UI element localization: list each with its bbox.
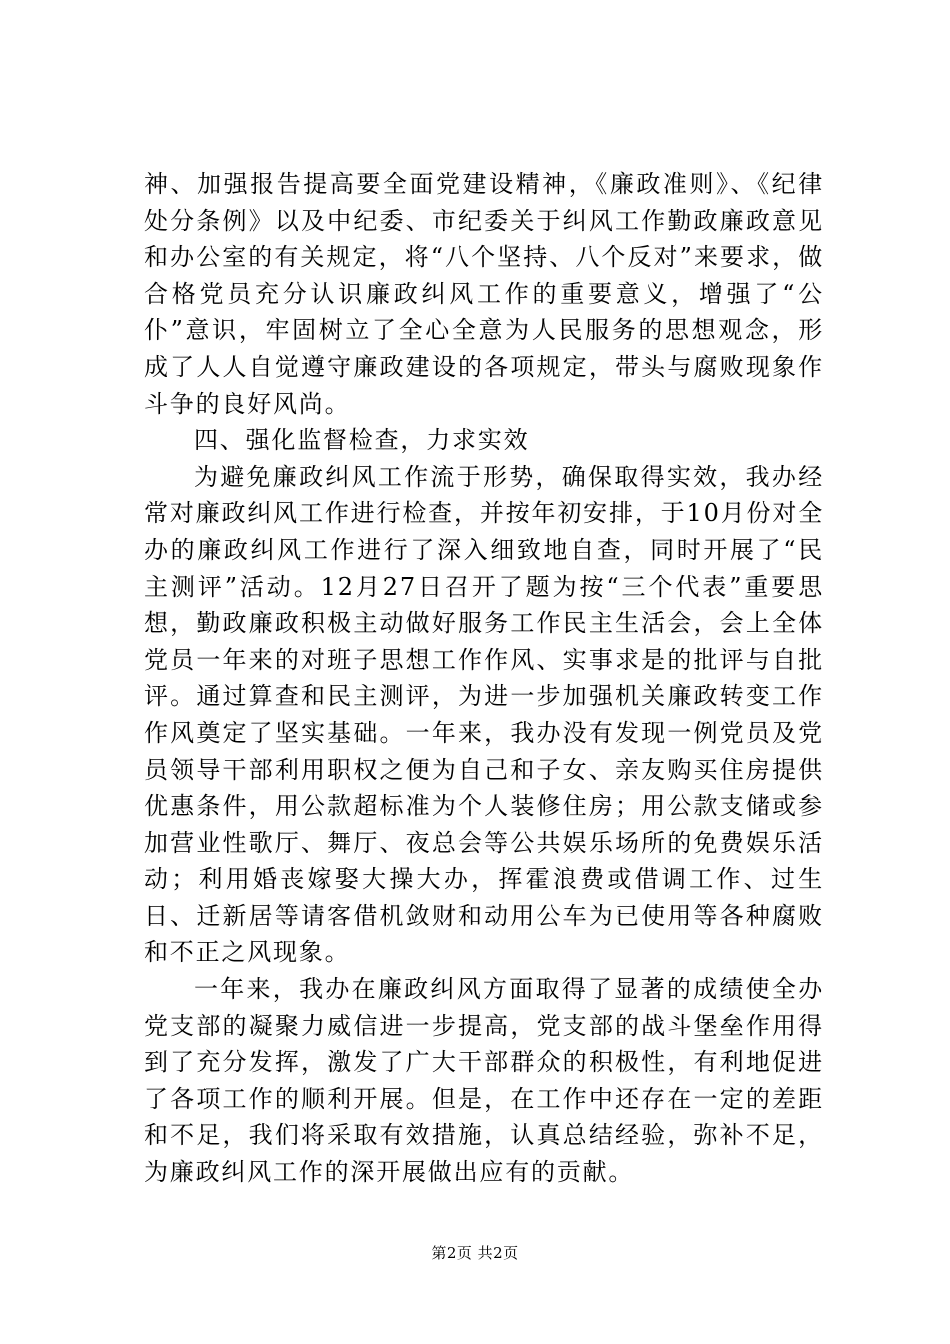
page-footer: 第2页 共2页 xyxy=(431,1244,519,1262)
document-body xyxy=(144,166,824,1191)
paragraph-supervision: 为避免廉政纠风工作流于形势，确保取得实效，我办经常对廉政纠风工作进行检查，并按年初安排，于10月份对全办的廉政纠风工作进行了深入细致地自查，同时开展了“民主测评”活动。12月27日召开了题为按“三个代表”重要思想，勤政廉政积极主动做好服务工作民主生活会，会上全体党员一年来的对班子思想工作作风、实事求是的批评与自批评。通过算查和民主测评，为进一步加强机关廉政转变工作作风奠定了坚实基础。一年来，我办没有发现一例党员及党员领导干部利用职权之便为自己和子女、亲友购买住房提供优惠条件，用公款超标准为个人装修住房；用公款支储或参加营业性歌厅、舞厅、夜总会等公共娱乐场所的免费娱乐活动；利用婚丧嫁娶大操大办，挥霍浪费或借调工作、过生日、迁新居等请客借机敛财和动用公车为已使用等各种腐败和不正之风现象。 xyxy=(144,462,824,967)
paragraph-summary: 一年来，我办在廉政纠风方面取得了显著的成绩使全办党支部的凝聚力威信进一步提高，党支部的战斗堡垒作用得到了充分发挥，激发了广大干部群众的积极性，有利地促进了各项工作的顺利开展。但是，在工作中还存在一定的差距和不足，我们将采取有效措施，认真总结经验，弥补不足，为廉政纠风工作的深开展做出应有的贡献。 xyxy=(144,975,824,1187)
section-heading-four: 四、强化监督检查，力求实效 xyxy=(194,426,530,455)
paragraph-continuation: 神、加强报告提高要全面党建设精神，《廉政准则》、《纪律处分条例》以及中纪委、市纪委关于纠风工作勤政廉政意见和办公室的有关规定，将“八个坚持、八个反对”来要求，做合格党员充分认识廉政纠风工作的重要意义，增强了“公仆”意识，牢固树立了全心全意为人民服务的思想观念，形成了人人自觉遵守廉政建设的各项规定，带头与腐败现象作斗争的良好风尚。 xyxy=(144,170,824,418)
